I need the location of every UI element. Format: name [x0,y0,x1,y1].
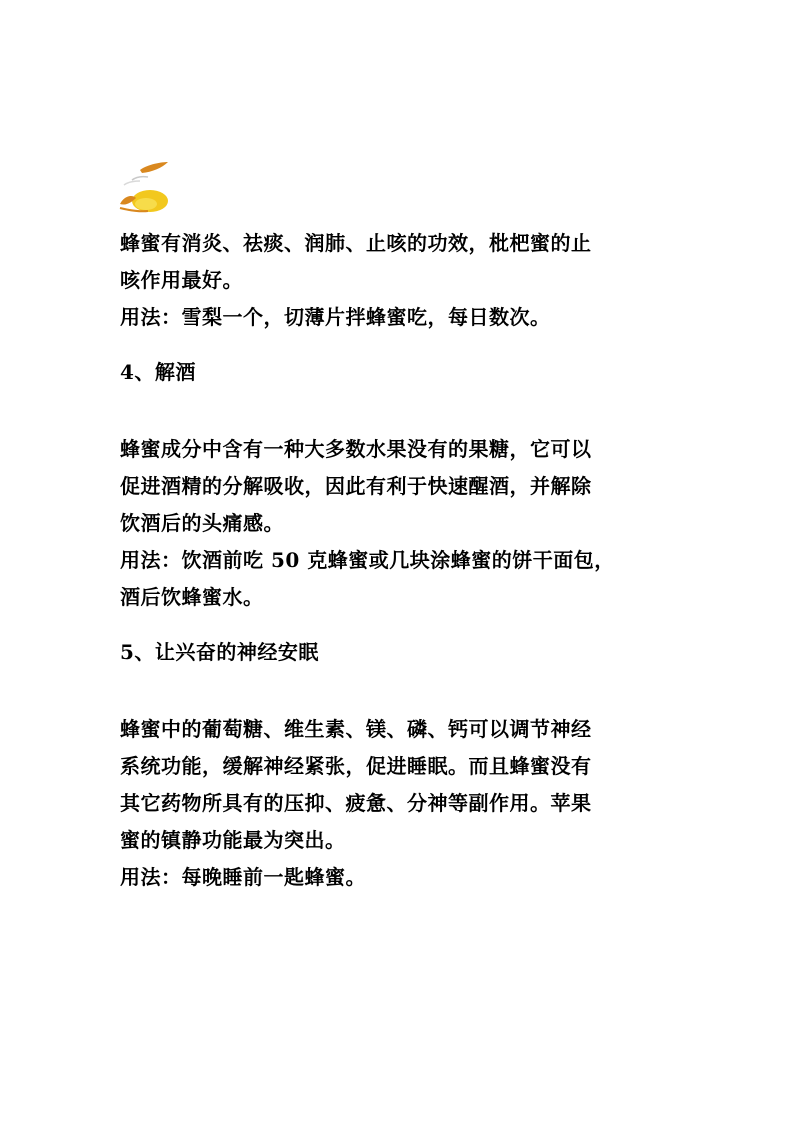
body-line: 饮酒后的头痛感。 [120,511,284,535]
section-heading-5: 5、让兴奋的神经安眠 [120,640,319,664]
honey-spoon-icon [118,160,172,216]
body-line: 蜜的镇静功能最为突出。 [120,828,346,852]
document-body [120,225,680,896]
body-line: 促进酒精的分解吸收，因此有利于快速醒酒，并解除 [120,474,592,498]
usage-line: 用法：雪梨一个，切薄片拌蜂蜜吃，每日数次。 [120,305,551,329]
body-line: 酒后饮蜂蜜水。 [120,585,264,609]
body-line: 系统功能，缓解神经紧张，促进睡眠。而且蜂蜜没有 [120,754,592,778]
section-heading-4: 4、解酒 [120,360,196,384]
usage-line: 用法：饮酒前吃 50 克蜂蜜或几块涂蜂蜜的饼干面包， [120,548,615,572]
usage-line: 用法：每晚睡前一匙蜂蜜。 [120,865,366,889]
body-line: 其它药物所具有的压抑、疲惫、分神等副作用。苹果 [120,791,592,815]
body-line: 蜂蜜有消炎、祛痰、润肺、止咳的功效，枇杷蜜的止 [120,231,592,255]
body-line: 蜂蜜成分中含有一种大多数水果没有的果糖，它可以 [120,437,592,461]
body-line: 咳作用最好。 [120,268,243,292]
body-line: 蜂蜜中的葡萄糖、维生素、镁、磷、钙可以调节神经 [120,717,592,741]
